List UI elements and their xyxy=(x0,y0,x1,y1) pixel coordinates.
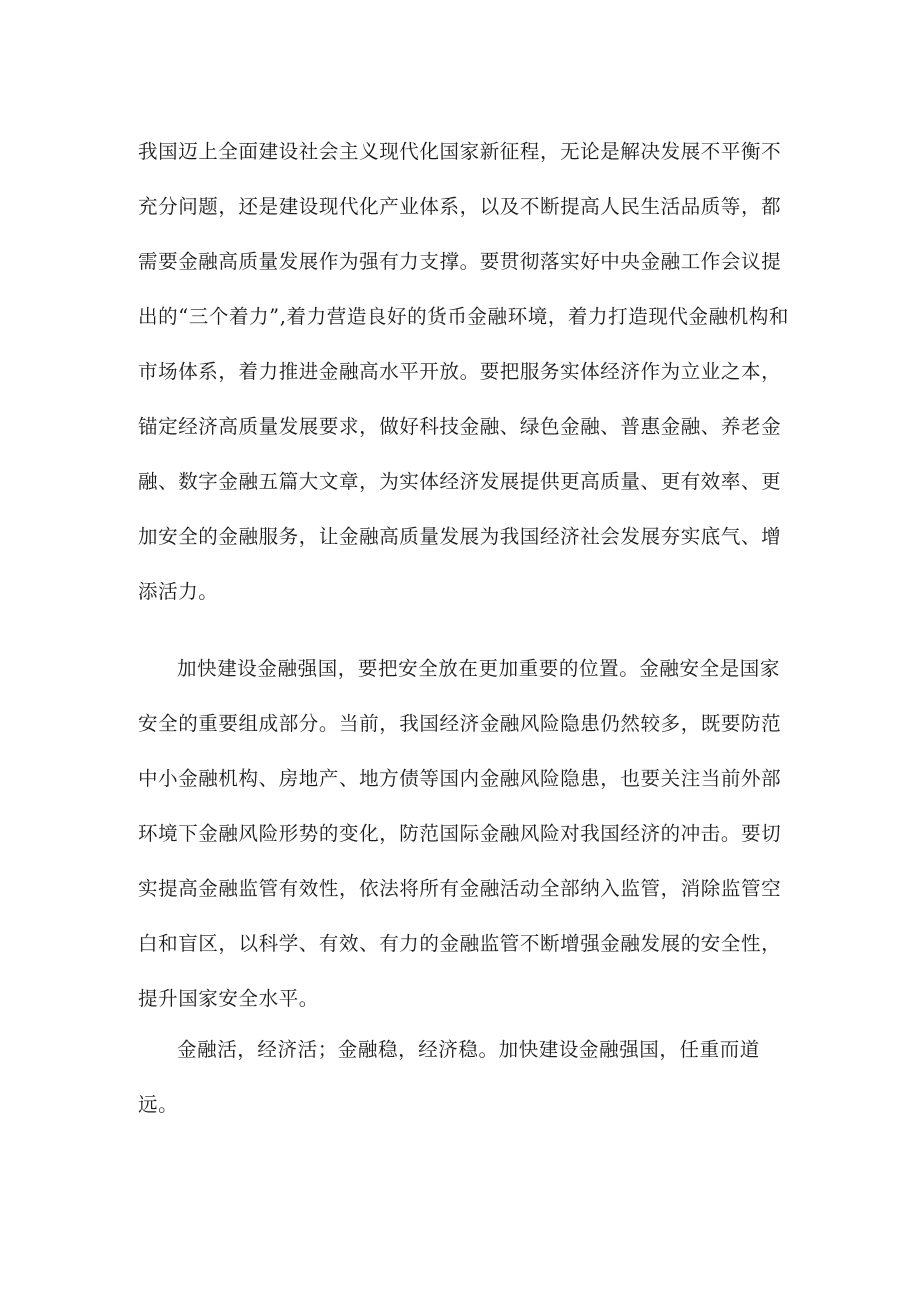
paragraph-financial-security: 加快建设金融强国，要把安全放在更加重要的位置。金融安全是国家安全的重要组成部分。当前，我国经济金融风险隐患仍然较多，既要防范中小金融机构、房地产、地方债等国内金融风险隐患，也要关注当前外部环境下金融风险形势的变化，防范国际金融风险对我国经济的冲击。要切实提高金融监管有效性，依法将所有金融活动全部纳入监管，消除监管空白和盲区，以科学、有效、有力的金融监管不断增强金融发展的安全性，提升国家安全水平。 xyxy=(138,657,782,1010)
paragraph-financial-development: 我国迈上全面建设社会主义现代化国家新征程，无论是解决发展不平衡不充分问题，还是建设现代化产业体系，以及不断提高人民生活品质等，都需要金融高质量发展作为强有力支撑。要贯彻落实好中央金融工作会议提出的“三个着力”,着力营造良好的货币金融环境，着力打造现代金融机构和市场体系，着力推进金融高水平开放。要把服务实体经济作为立业之本，锚定经济高质量发展要求，做好科技金融、绿色金融、普惠金融、养老金融、数字金融五篇大文章，为实体经济发展提供更高质量、更有效率、更加安全的金融服务，让金融高质量发展为我国经济社会发展夯实底气、增添活力。 xyxy=(138,140,790,603)
paragraph-conclusion: 金融活，经济活；金融稳，经济稳。加快建设金融强国，任重而道远。 xyxy=(138,1038,760,1116)
